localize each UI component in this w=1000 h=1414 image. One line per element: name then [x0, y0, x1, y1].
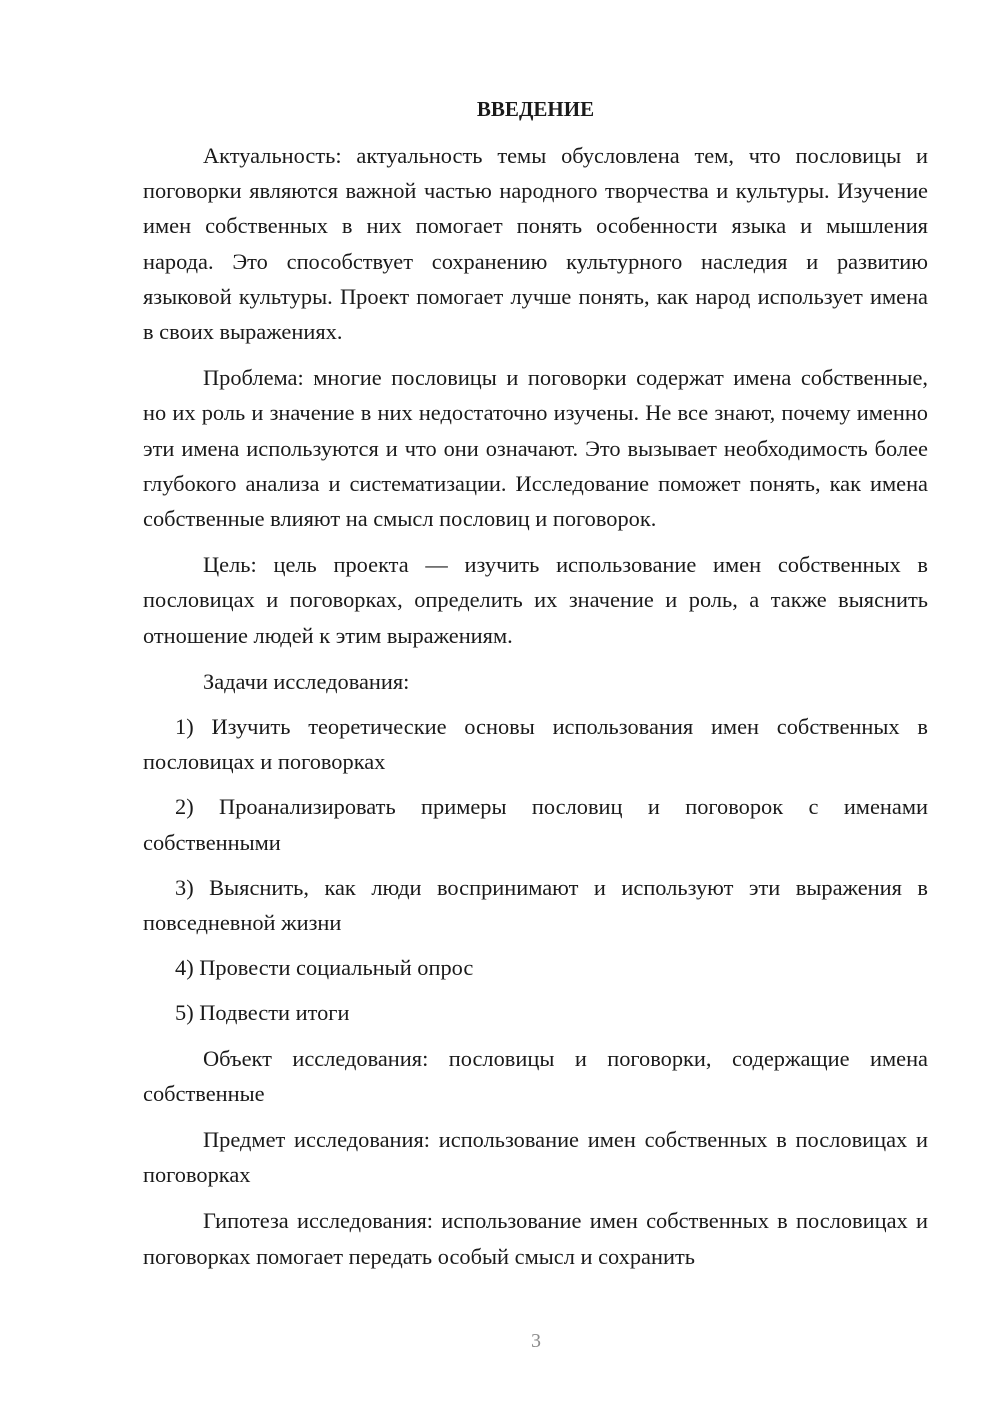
- task-item-2: 2) Проанализировать примеры пословиц и поговорок с именами собственными: [143, 794, 928, 855]
- paragraph-hypothesis: Гипотеза исследования: использование имен собственных в пословицах и поговорках помогает передать особый смысл и сохранить: [143, 1208, 928, 1269]
- task-item-5: 5) Подвести итоги: [175, 1000, 350, 1026]
- paragraph-problem: Проблема: многие пословицы и поговорки содержат имена собственные, но их роль и значение в них недостаточно изучены. Не все знают, почему именно эти имена используются и что они означают. Это вызывает необходимость более глубокого анализа и систематизации. Исследование поможет понять, как имена собственные влияют на смысл пословиц и поговорок.: [143, 365, 928, 532]
- page-body: [143, 92, 928, 1285]
- task-item-3: 3) Выяснить, как люди воспринимают и используют эти выражения в повседневной жизни: [143, 874, 928, 936]
- paragraph-relevance: Актуальность: актуальность темы обусловлена тем, что пословицы и поговорки являются важной частью народного творчества и культуры. Изучение имен собственных в них помогает понять особенности языка и мышления народа. Это способствует сохранению культурного наследия и развитию языковой культуры. Проект помогает лучше понять, как народ использует имена в своих выражениях.: [143, 143, 928, 345]
- task-item-1: 1) Изучить теоретические основы использования имен собственных в пословицах и поговорках: [143, 714, 928, 775]
- tasks-heading: Задачи исследования:: [203, 668, 410, 694]
- page-number: 3: [531, 1330, 541, 1352]
- paragraph-goal: Цель: цель проекта — изучить использование имен собственных в пословицах и поговорках, определить их значение и роль, а также выяснить отношение людей к этим выражениям.: [143, 552, 928, 648]
- paragraph-subject: Предмет исследования: использование имен собственных в пословицах и поговорках: [143, 1127, 928, 1188]
- task-item-4: 4) Провести социальный опрос: [175, 955, 474, 981]
- paragraph-object: Объект исследования: пословицы и поговорки, содержащие имена собственные: [143, 1045, 928, 1106]
- section-title: ВВЕДЕНИЕ: [476, 97, 595, 121]
